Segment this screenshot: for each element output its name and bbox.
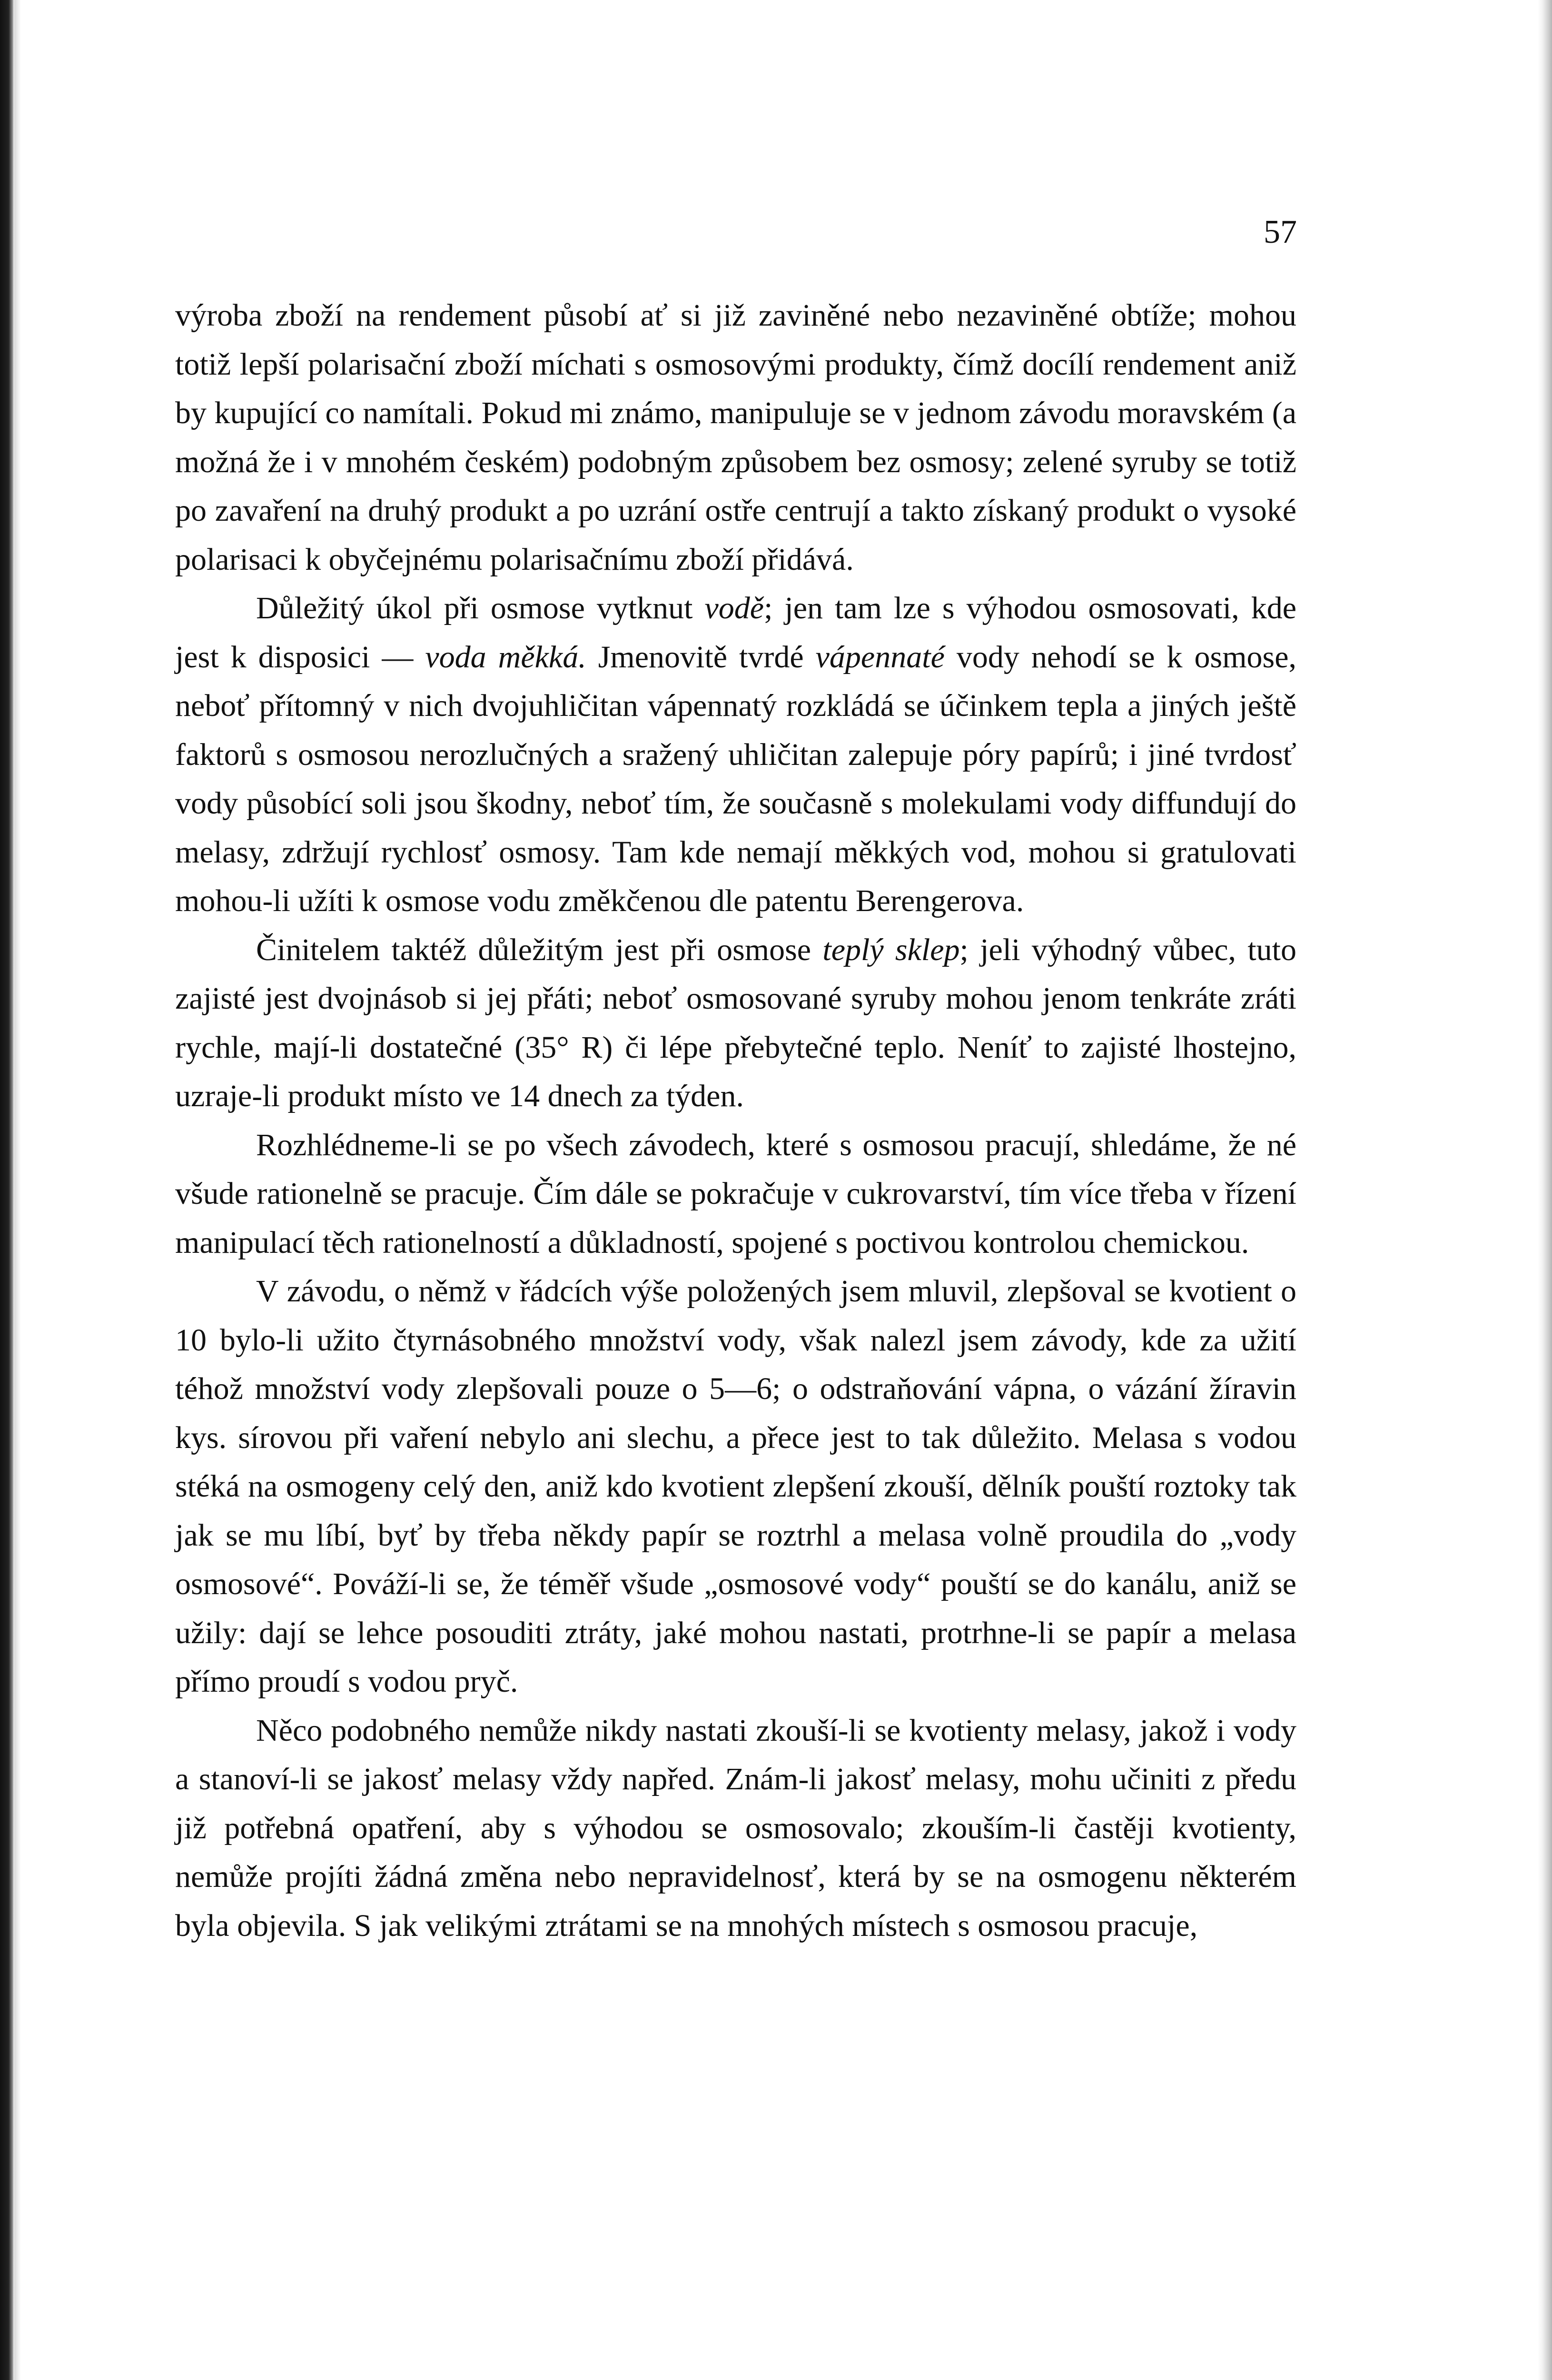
emphasized-text: vápennaté <box>815 639 945 674</box>
text-run: Důležitý úkol při osmose vytknut <box>256 591 705 625</box>
paragraph <box>175 1267 1296 1706</box>
text-run: ; jen tam lze s výhodou osmosovati, kde jest k disposici — <box>175 591 1297 674</box>
scan-page-edge <box>1538 0 1552 2380</box>
paragraph <box>175 926 1296 1121</box>
text-run: Jmenovitě tvrdé <box>586 639 816 674</box>
text-run: Něco podobného nemůže nikdy nastati zkouší-li se kvotienty melasy, jakož i vody a stanoví-li se jakosť melasy vždy napřed. Znám-li jakosť melasy, mohu učiniti z předu již potřebná opatření, aby s výhodou se osmosovalo; zkouším-li častěji kvotienty, nemůže projíti žádná změna nebo nepravidelnosť, která by se na osmogenu některém byla objevila. S jak velikými ztrátami se na mnohých místech s osmosou pracuje, <box>175 1713 1296 1943</box>
text-run: Činitelem taktéž důležitým jest při osmose <box>256 932 823 967</box>
text-run: výroba zboží na rendement působí ať si již zaviněné nebo nezaviněné obtíže; mohou totiž lepší polarisační zboží míchati s osmosovými produkty, čímž docílí rendement aniž by kupující co namítali. Pokud mi známo, manipuluje se v jednom závodu moravském (a možná že i v mnohém českém) podobným způsobem bez osmosy; zelené syruby se totiž po zavaření na druhý produkt a po uzrání ostře centrují a takto získaný produkt o vysoké polarisaci k obyčejnému polarisačnímu zboží přidává. <box>175 298 1296 577</box>
paragraph <box>175 584 1296 926</box>
text-run: ; jeli výhodný vůbec, tuto zajisté jest dvojnásob si jej přáti; neboť osmosované syruby mohou jenom tenkráte zráti rychle, mají-li dostatečné (35° R) či lépe přebytečné teplo. Neníť to zajisté lhostejno, uzraje-li produkt místo ve 14 dnech za týden. <box>175 932 1296 1113</box>
text-run: Rozhlédneme-li se po všech závodech, které s osmosou pracují, shledáme, že né všude rationelně se pracuje. Čím dále se pokračuje v cukrovarství, tím více třeba v řízení manipulací těch rationelností a důkladností, spojené s poctivou kontrolou chemickou. <box>175 1127 1296 1260</box>
paragraph <box>175 291 1296 584</box>
page-number: 57 <box>1264 214 1297 250</box>
paragraph <box>175 1706 1296 1951</box>
scan-binding-edge <box>0 0 14 2380</box>
emphasized-text: voda měkká. <box>425 639 586 674</box>
text-run: V závodu, o němž v řádcích výše položených jsem mluvil, zlepšoval se kvotient o 10 bylo-li užito čtyrnásobného množství vody, však nalezl jsem závody, kde za užití téhož množství vody zlepšovali pouze o 5—6; o odstraňování vápna, o vázání žíravin kys. sírovou při vaření nebylo ani slechu, a přece jest to tak důležito. Melasa s vodou stéká na osmogeny celý den, aniž kdo kvotient zlepšení zkouší, dělník pouští roztoky tak jak se mu líbí, byť by třeba někdy papír se roztrhl a melasa volně proudila do „vody osmosové“. Pováží-li se, že téměř všude „osmosové vody“ pouští se do kanálu, aniž se užily: dají se lehce posouditi ztráty, jaké mohou nastati, protrhne-li se papír a melasa přímo proudí s vodou pryč. <box>175 1274 1296 1699</box>
scan-binding-shadow <box>14 0 21 2380</box>
emphasized-text: vodě <box>704 591 764 625</box>
emphasized-text: teplý sklep <box>822 932 960 967</box>
paragraph <box>175 1121 1296 1268</box>
body-text <box>175 291 1296 1950</box>
text-run: vody nehodí se k osmose, neboť přítomný v nich dvojuhličitan vápennatý rozkládá se účinkem tepla a jiných ještě faktorů s osmosou nerozlučných a sražený uhličitan zalepuje póry papírů; i jiné tvrdosť vody působící soli jsou škodny, neboť tím, že současně s molekulami vody diffundují do melasy, zdržují rychlosť osmosy. Tam kde nemají měkkých vod, mohou si gratulovati mohou-li užíti k osmose vodu změkčenou dle patentu Berengerova. <box>175 639 1297 918</box>
